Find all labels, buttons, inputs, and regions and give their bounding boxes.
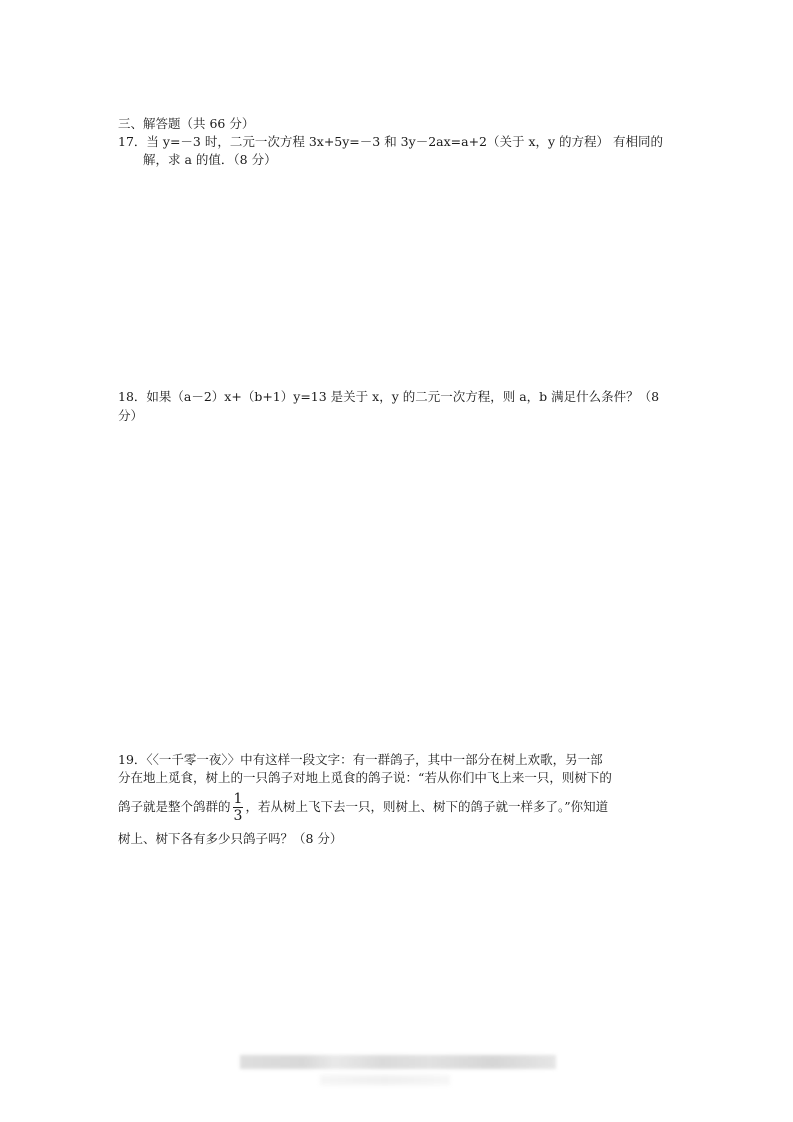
fraction-denominator: 3 bbox=[233, 808, 243, 824]
blurred-footer-watermark bbox=[240, 1055, 556, 1069]
question-19-line-3-before: 鸽子就是整个鸽群的 bbox=[118, 799, 231, 814]
question-19-line-3-after: ，若从树上飞下去一只，则树上、树下的鸽子就一样多了。”你知道 bbox=[245, 799, 609, 814]
question-19-line-3 bbox=[118, 791, 608, 824]
question-18-line-1: 18．如果（a－2）x+（b+1）y=13 是关于 x，y 的二元一次方程，则 a，b 满足什么条件？（8 bbox=[118, 389, 660, 404]
question-19-line-2: 分在地上觅食，树上的一只鸽子对地上觅食的鸽子说：“若从你们中飞上来一只，则树下的 bbox=[118, 770, 612, 785]
question-19-line-4: 树上、树下各有多少只鸽子吗？（8 分） bbox=[118, 831, 343, 846]
blurred-footer-watermark-secondary bbox=[320, 1075, 450, 1085]
question-18-line-2: 分） bbox=[118, 408, 144, 423]
section-heading: 三、解答题（共 66 分） bbox=[118, 116, 255, 131]
fraction-one-third bbox=[233, 791, 244, 824]
fraction-numerator: 1 bbox=[233, 791, 243, 807]
question-19-line-1: 19．〈〈一千零一夜〉〉中有这样一段文字：有一群鸽子，其中一部分在树上欢歌，另一部 bbox=[118, 752, 603, 767]
question-17-line-2: 解，求 a 的值．（8 分） bbox=[143, 152, 277, 167]
question-17-line-1: 17．当 y=－3 时，二元一次方程 3x+5y=－3 和 3y－2ax=a+2（关于 x，y 的方程） 有相同的 bbox=[118, 134, 664, 149]
